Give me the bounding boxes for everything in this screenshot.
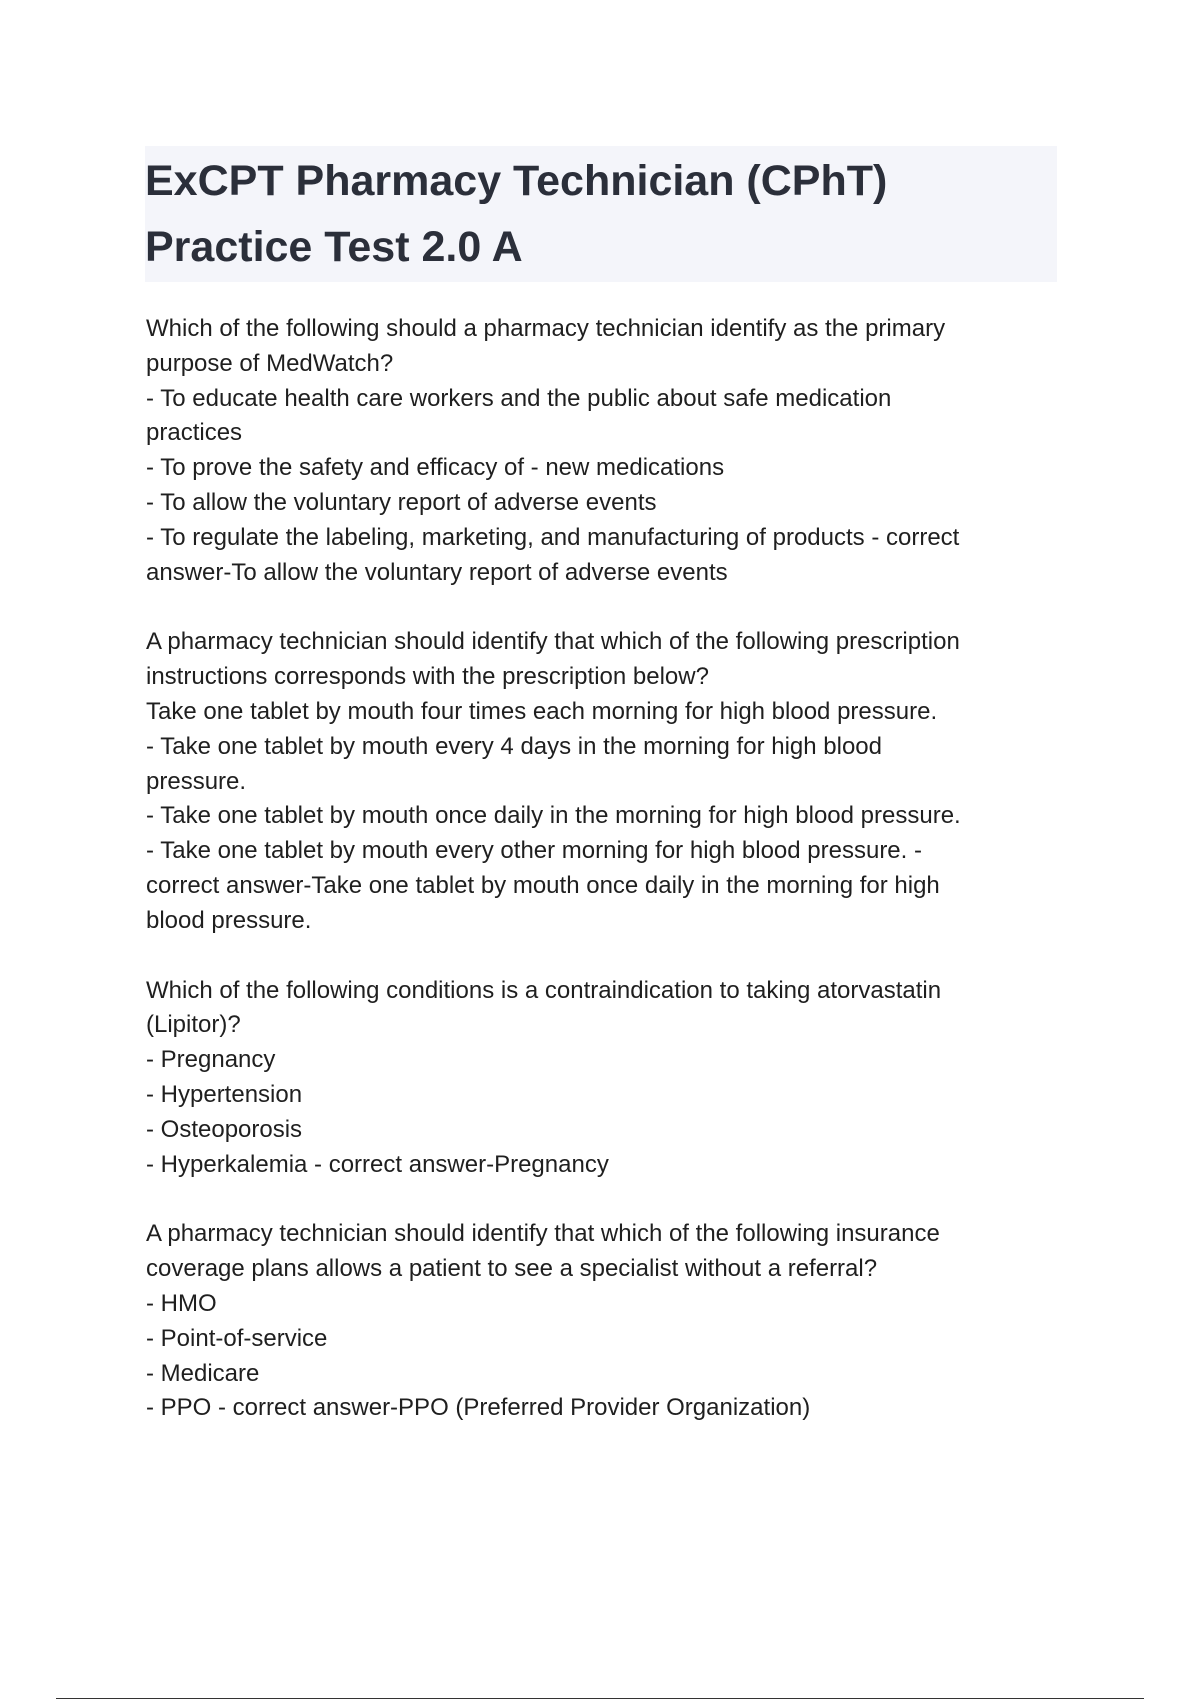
question-text-line: A pharmacy technician should identify that which of the following insurance <box>146 1220 940 1248</box>
answer-option-line: - Medicare <box>146 1359 260 1387</box>
document-title-line: Practice Test 2.0 A <box>145 223 523 271</box>
answer-option-line: pressure. <box>146 767 247 795</box>
correct-answer-line: - Hyperkalemia - correct answer-Pregnancy <box>146 1150 609 1178</box>
document-title-line: ExCPT Pharmacy Technician (CPhT) <box>145 157 888 205</box>
answer-option-line: - To allow the voluntary report of adverse events <box>146 488 657 516</box>
question-text-line: A pharmacy technician should identify that which of the following prescription <box>146 628 960 656</box>
answer-option-line: - Hypertension <box>146 1080 303 1108</box>
questions-list <box>146 312 1066 1461</box>
question-text-line: Which of the following conditions is a contraindication to taking atorvastatin <box>146 976 942 1004</box>
answer-option-line: - Take one tablet by mouth once daily in the morning for high blood pressure. <box>146 802 961 830</box>
question-text-line: Which of the following should a pharmacy technician identify as the primary <box>146 315 946 342</box>
question-block <box>146 974 1066 1183</box>
answer-option-line: - HMO <box>146 1289 217 1317</box>
correct-answer-line: blood pressure. <box>146 906 312 934</box>
answer-option-line: - Take one tablet by mouth every other morning for high blood pressure. - <box>146 837 922 865</box>
question-block <box>146 312 1066 590</box>
question-block <box>146 1217 1066 1426</box>
answer-option-line: - Osteoporosis <box>146 1115 303 1143</box>
answer-option-line: - Point-of-service <box>146 1324 328 1352</box>
question-text-line: purpose of MedWatch? <box>146 349 394 377</box>
document-title-block <box>145 146 1057 282</box>
question-text-line: instructions corresponds with the prescription below? <box>146 663 709 691</box>
question-text-line: Take one tablet by mouth four times each morning for high blood pressure. <box>146 697 938 725</box>
answer-option-line: - Pregnancy <box>146 1046 276 1074</box>
answer-option-line: - To regulate the labeling, marketing, and manufacturing of products - correct <box>146 523 960 551</box>
answer-option-line: - To prove the safety and efficacy of - new medications <box>146 454 725 482</box>
question-text-line: (Lipitor)? <box>146 1011 241 1039</box>
answer-option-line: practices <box>146 419 243 447</box>
correct-answer-line: correct answer-Take one tablet by mouth once daily in the morning for high <box>146 871 940 899</box>
correct-answer-line: answer-To allow the voluntary report of adverse events <box>146 558 728 586</box>
correct-answer-line: - PPO - correct answer-PPO (Preferred Provider Organization) <box>146 1394 811 1422</box>
answer-option-line: - Take one tablet by mouth every 4 days in the morning for high blood <box>146 732 882 760</box>
question-text-line: coverage plans allows a patient to see a specialist without a referral? <box>146 1255 878 1283</box>
answer-option-line: - To educate health care workers and the public about safe medication <box>146 384 892 412</box>
page-bottom-rule <box>56 1698 1144 1699</box>
question-block <box>146 625 1066 938</box>
